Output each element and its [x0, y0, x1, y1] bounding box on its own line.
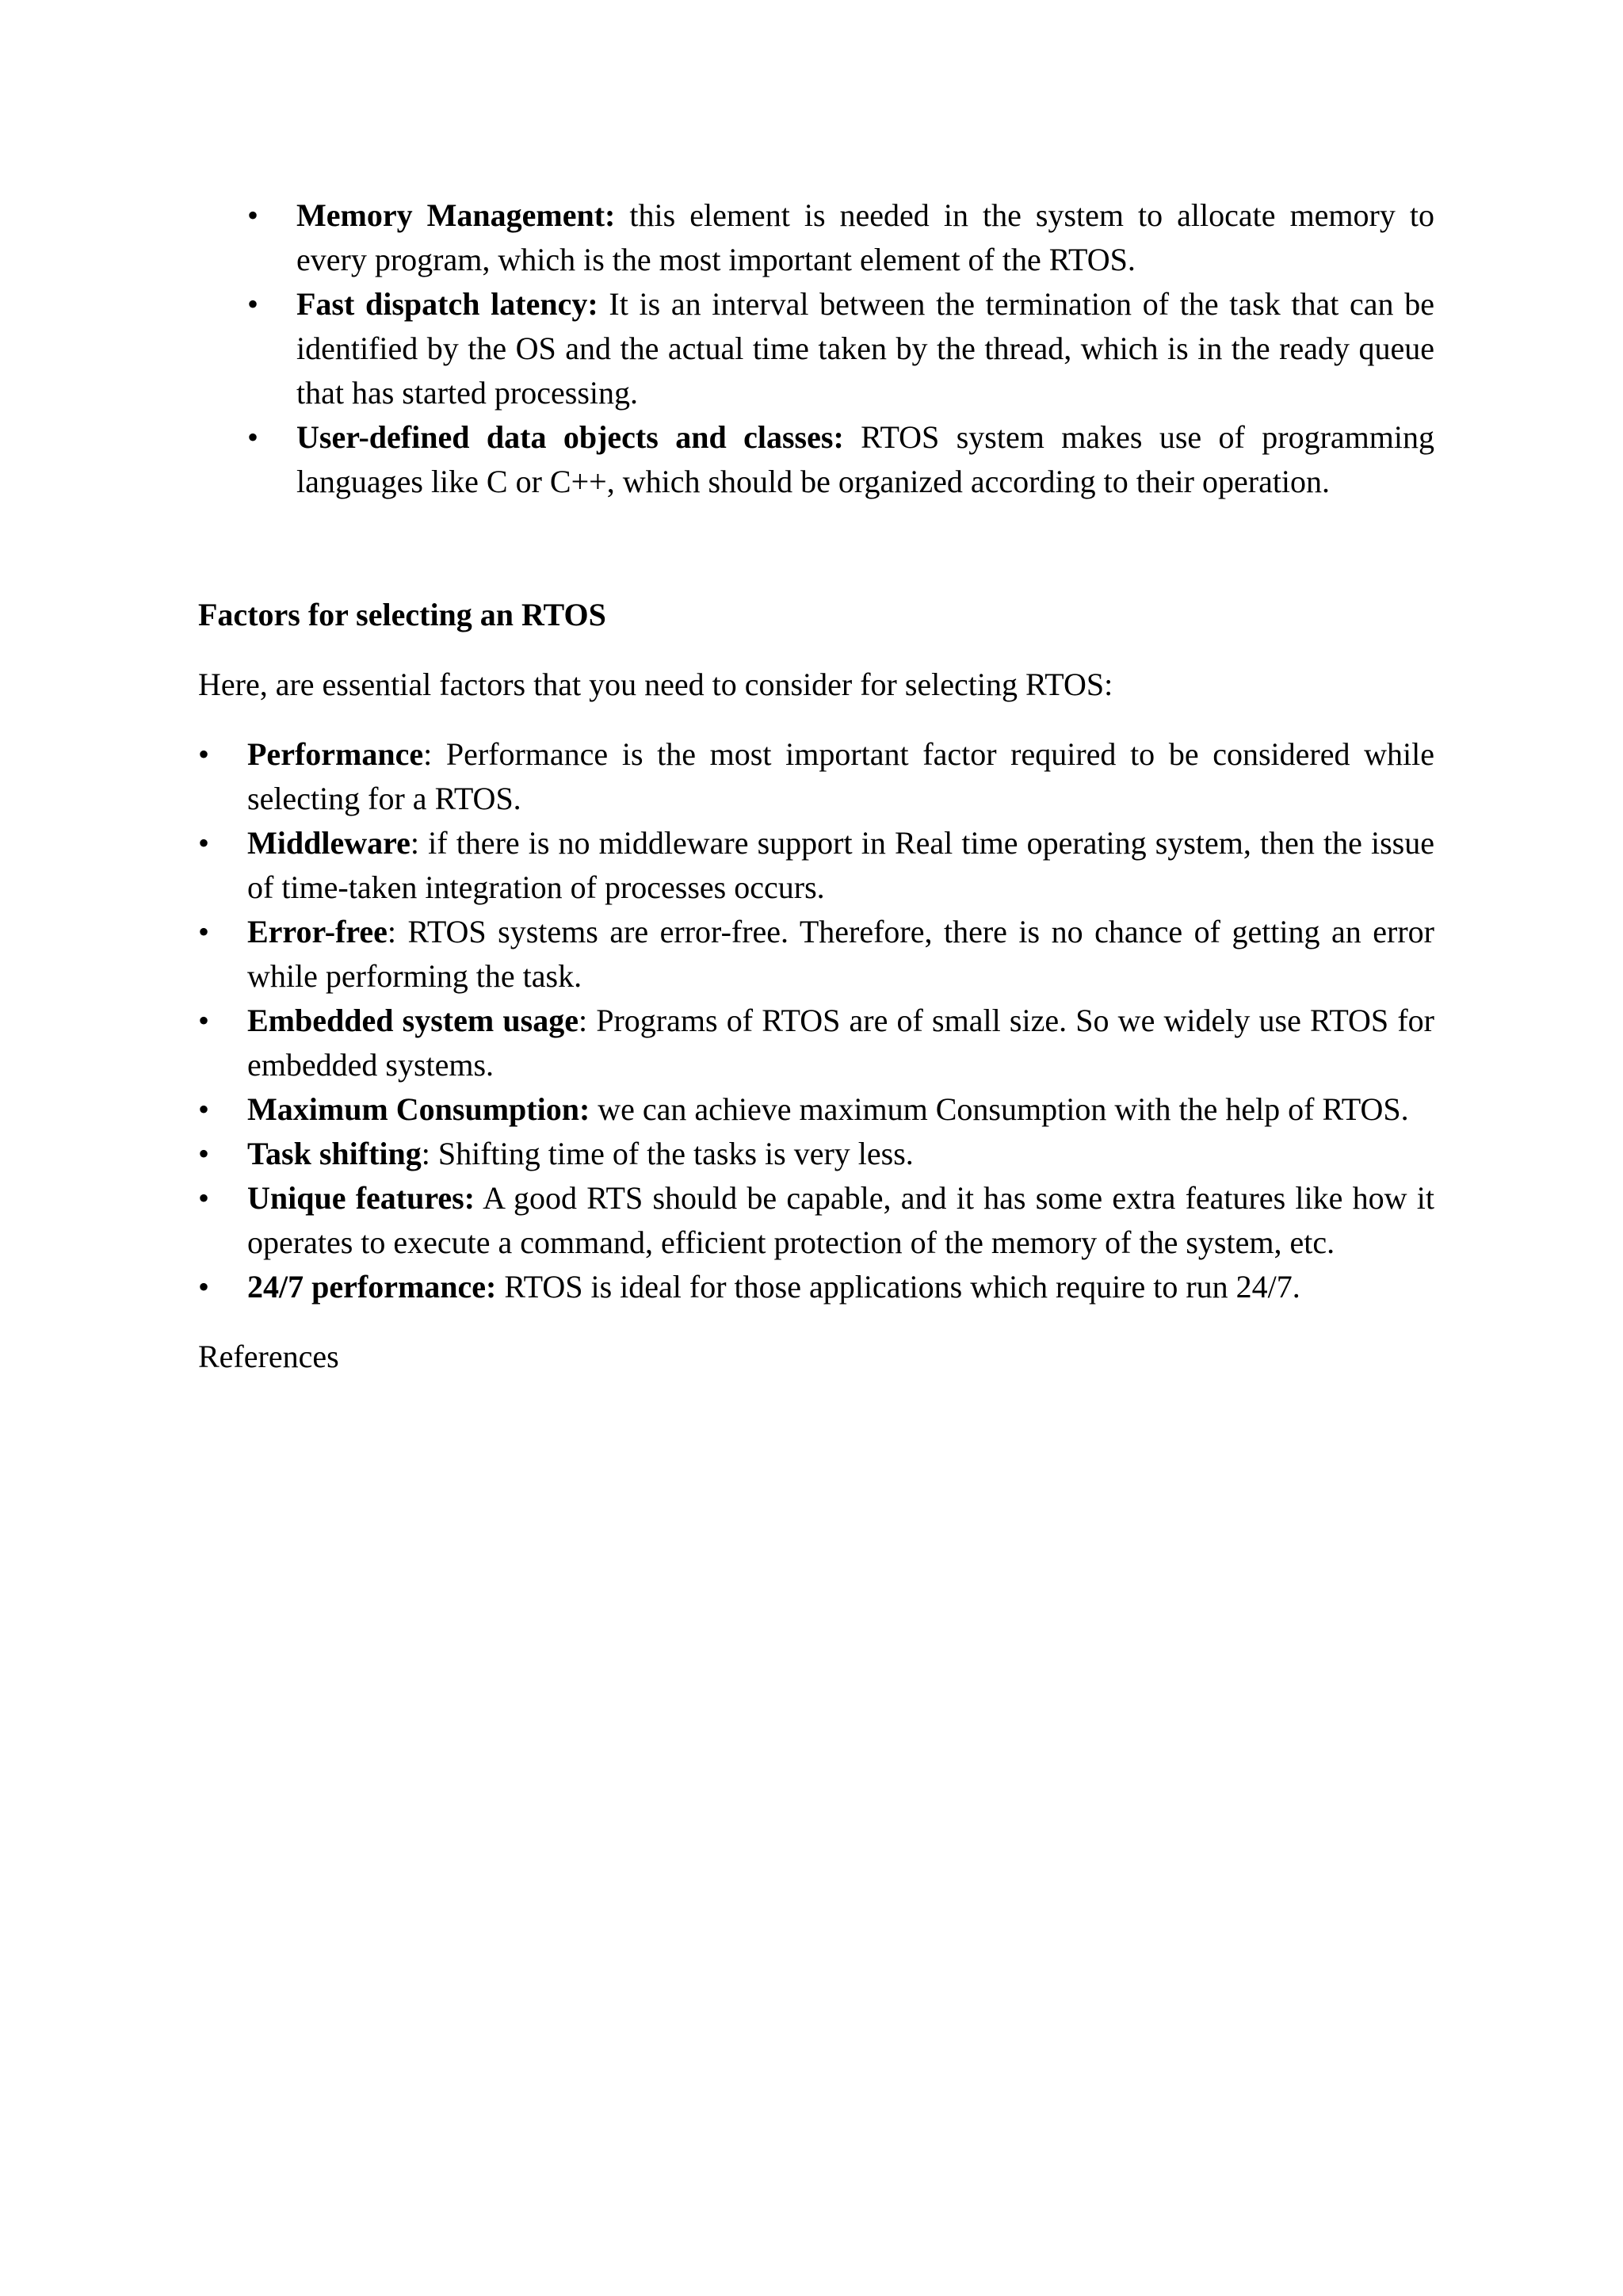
list-item-text: : Shifting time of the tasks is very less.	[421, 1136, 914, 1171]
list-item-text: : Programs of RTOS are of small size. So we widely use RTOS for embedded systems.	[247, 1003, 1434, 1083]
list-item-term: Embedded system usage	[247, 1003, 579, 1038]
list-item-text: RTOS is ideal for those applications which require to run 24/7.	[496, 1269, 1300, 1305]
list-item	[198, 1265, 1434, 1309]
list-item-term: Unique features:	[247, 1180, 475, 1216]
list-item-term: Error-free	[247, 914, 388, 949]
list-item	[198, 282, 1434, 415]
list-item-term: Fast dispatch latency:	[296, 286, 598, 322]
list-item	[198, 910, 1434, 999]
bullet-icon: •	[198, 825, 210, 861]
bullet-icon: •	[247, 286, 259, 322]
list-item-text: : Performance is the most important factor required to be considered while selecting for a RTOS.	[247, 736, 1434, 816]
references-heading: References	[198, 1339, 339, 1374]
bullet-icon: •	[198, 1180, 210, 1216]
list-item-text: A good RTS should be capable, and it has some extra features like how it operates to execute a command, efficient protection of the memory of the system, etc.	[247, 1180, 1434, 1260]
bullet-icon: •	[198, 1091, 210, 1127]
list-item-text: : if there is no middleware support in Real time operating system, then the issue of time-taken integration of processes occurs.	[247, 825, 1434, 905]
bullet-icon: •	[198, 1136, 210, 1171]
section-heading: Factors for selecting an RTOS	[198, 597, 606, 632]
list-item-text: this element is needed in the system to allocate memory to every program, which is the most important element of the RTOS.	[296, 197, 1435, 277]
bullet-icon: •	[247, 419, 259, 455]
list-item	[198, 732, 1434, 821]
list-item-term: Memory Management:	[296, 197, 616, 233]
bullet-icon: •	[247, 197, 259, 233]
list-item-text: RTOS system makes use of programming languages like C or C++, which should be organized according to their operation.	[296, 419, 1434, 499]
list-item-text: we can achieve maximum Consumption with the help of RTOS.	[590, 1091, 1409, 1127]
list-item	[198, 999, 1434, 1087]
list-item-term: Task shifting	[247, 1136, 422, 1171]
bullet-icon: •	[198, 1269, 210, 1305]
list-item	[198, 1087, 1434, 1132]
bullet-icon: •	[198, 1003, 210, 1038]
list-item-text: : RTOS systems are error-free. Therefore, there is no chance of getting an error while performing the task.	[247, 914, 1434, 994]
document-body	[198, 193, 1434, 1411]
list-item-text: It is an interval between the termination of the task that can be identified by the OS and the actual time taken by the thread, which is in the ready queue that has started processing.	[296, 286, 1434, 411]
list-item	[198, 1176, 1434, 1265]
rtos-factors-list	[198, 732, 1434, 1309]
list-item-term: Performance	[247, 736, 424, 772]
list-item	[198, 1132, 1434, 1176]
rtos-components-list	[198, 193, 1434, 504]
list-item-term: User-defined data objects and classes:	[296, 419, 844, 455]
list-item	[198, 821, 1434, 910]
list-item-term: Maximum Consumption:	[247, 1091, 590, 1127]
bullet-icon: •	[198, 736, 210, 772]
list-item	[198, 415, 1434, 504]
bullet-icon: •	[198, 914, 210, 949]
list-item	[198, 193, 1434, 282]
list-item-term: 24/7 performance:	[247, 1269, 497, 1305]
list-item-term: Middleware	[247, 825, 411, 861]
section-intro: Here, are essential factors that you need to consider for selecting RTOS:	[198, 667, 1113, 702]
